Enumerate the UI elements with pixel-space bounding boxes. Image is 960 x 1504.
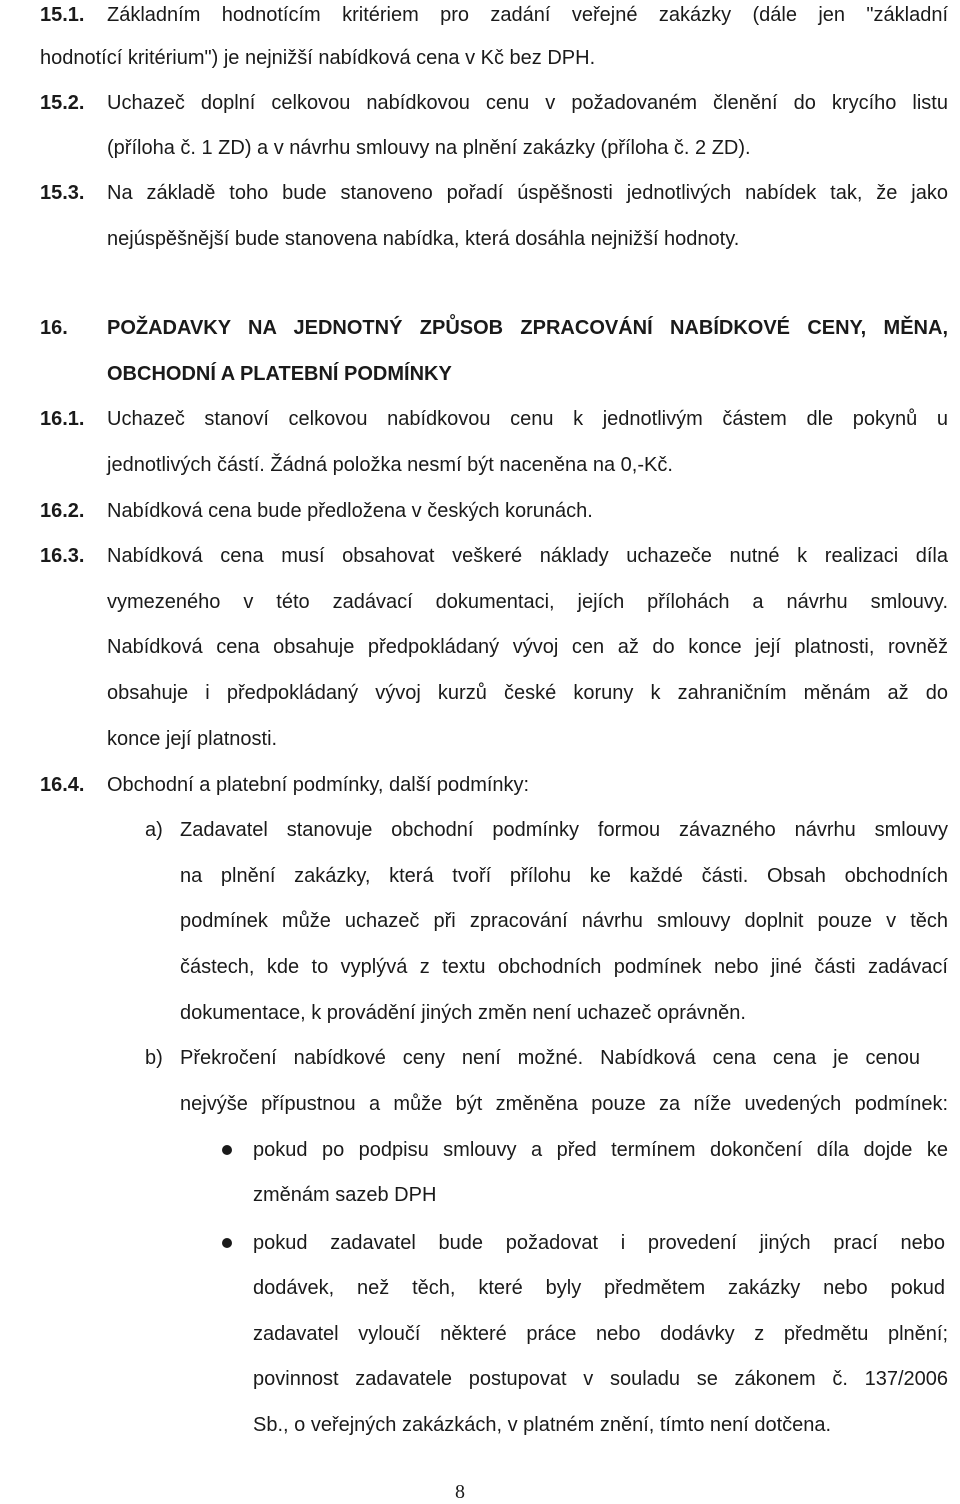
clause-15-1-line-1: Základním hodnotícím kritériem pro zadání veřejné zakázky (dále jen "základní: [107, 4, 948, 26]
clause-15-2-line-1: Uchazeč doplní celkovou nabídkovou cenu v požadovaném členění do krycího listu: [107, 92, 948, 114]
item-a-line-3: podmínek může uchazeč při zpracování návrhu smlouvy doplnit pouze v těch: [180, 910, 948, 932]
clause-16-3-line-1: Nabídková cena musí obsahovat veškeré náklady uchazeče nutné k realizaci díla: [107, 545, 948, 567]
bullet-2-line-3: zadavatel vyloučí některé práce nebo dodávky z předmětu plnění;: [253, 1323, 948, 1345]
item-a-line-4: částech, kde to vyplývá z textu obchodních podmínek nebo jiné části zadávací: [180, 956, 948, 978]
bullet-2-line-5: Sb., o veřejných zakázkách, v platném znění, tímto není dotčena.: [253, 1414, 832, 1436]
section-16-title-line-2: OBCHODNÍ A PLATEBNÍ PODMÍNKY: [107, 363, 452, 385]
clause-number-16-3: 16.3.: [40, 545, 85, 567]
item-b-line-2: nejvýše přípustnou a může být změněna pouze za níže uvedených podmínek:: [180, 1093, 948, 1115]
clause-number-16-2: 16.2.: [40, 500, 85, 522]
section-16-title-line-1: POŽADAVKY NA JEDNOTNÝ ZPŮSOB ZPRACOVÁNÍ NABÍDKOVÉ CENY, MĚNA,: [107, 317, 948, 339]
item-label-a: a): [145, 819, 163, 841]
clause-16-3-line-4: obsahuje i předpokládaný vývoj kurzů české koruny k zahraničním měnám až do: [107, 682, 948, 704]
clause-number-15-2: 15.2.: [40, 92, 85, 114]
bullet-2-line-2: dodávek, než těch, které byly předmětem zakázky nebo pokud: [253, 1277, 945, 1299]
bullet-1-line-1: pokud po podpisu smlouvy a před termínem dokončení díla dojde ke: [253, 1139, 948, 1161]
clause-number-15-1: 15.1.: [40, 4, 85, 26]
bullet-dot-2: [222, 1238, 232, 1248]
clause-16-2-line-1: Nabídková cena bude předložena v českých korunách.: [107, 500, 593, 522]
clause-15-1-line-2: hodnotící kritérium") je nejnižší nabídková cena v Kč bez DPH.: [40, 47, 596, 69]
clause-number-16-4: 16.4.: [40, 774, 85, 796]
clause-16-4-line-1: Obchodní a platební podmínky, další podmínky:: [107, 774, 530, 796]
page-number: 8: [455, 1481, 465, 1503]
clause-16-3-line-3: Nabídková cena obsahuje předpokládaný vývoj cen až do konce její platnosti, rovněž: [107, 636, 948, 658]
bullet-dot-1: [222, 1145, 232, 1155]
clause-15-2-line-2: (příloha č. 1 ZD) a v návrhu smlouvy na plnění zakázky (příloha č. 2 ZD).: [107, 137, 751, 159]
clause-number-15-3: 15.3.: [40, 182, 85, 204]
clause-16-1-line-2: jednotlivých částí. Žádná položka nesmí být naceněna na 0,-Kč.: [107, 454, 673, 476]
item-label-b: b): [145, 1047, 163, 1069]
bullet-2-line-4: povinnost zadavatele postupovat v souladu se zákonem č. 137/2006: [253, 1368, 948, 1390]
clause-16-3-line-5: konce její platnosti.: [107, 728, 278, 750]
clause-16-3-line-2: vymezeného v této zadávací dokumentaci, jejích přílohách a návrhu smlouvy.: [107, 591, 948, 613]
bullet-1-line-2: změnám sazeb DPH: [253, 1184, 437, 1206]
item-a-line-1: Zadavatel stanovuje obchodní podmínky formou závazného návrhu smlouvy: [180, 819, 948, 841]
clause-15-3-line-1: Na základě toho bude stanoveno pořadí úspěšnosti jednotlivých nabídek tak, že jako: [107, 182, 948, 204]
item-a-line-2: na plnění zakázky, která tvoří přílohu ke každé části. Obsah obchodních: [180, 865, 948, 887]
bullet-2-line-1: pokud zadavatel bude požadovat i provedení jiných prací nebo: [253, 1232, 945, 1254]
section-number-16: 16.: [40, 317, 68, 339]
clause-number-16-1: 16.1.: [40, 408, 85, 430]
item-b-line-1: Překročení nabídkové ceny není možné. Nabídková cena cena je cenou: [180, 1047, 920, 1069]
clause-15-3-line-2: nejúspěšnější bude stanovena nabídka, která dosáhla nejnižší hodnoty.: [107, 228, 740, 250]
clause-16-1-line-1: Uchazeč stanoví celkovou nabídkovou cenu k jednotlivým částem dle pokynů u: [107, 408, 948, 430]
item-a-line-5: dokumentace, k provádění jiných změn není uchazeč oprávněn.: [180, 1002, 746, 1024]
